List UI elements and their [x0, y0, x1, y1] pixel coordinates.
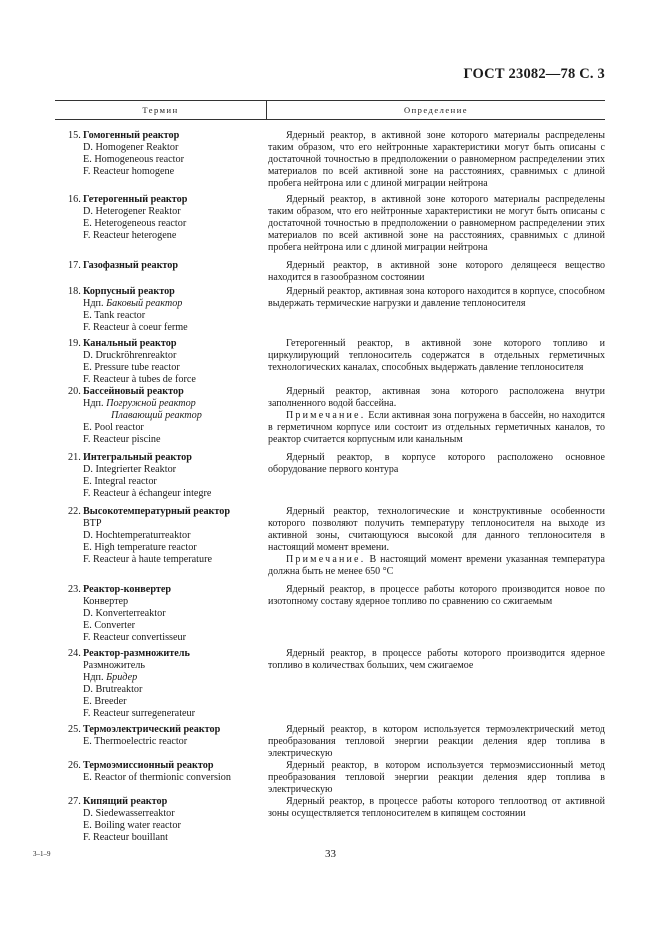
page-number: 33	[325, 848, 336, 860]
term-title-line	[68, 506, 266, 518]
note-text: В настоящий момент времени указанная температура должна быть не менее 650 °С	[268, 554, 605, 577]
term-entry	[55, 760, 605, 796]
term-variant-text: F. Reacteur à tubes de force	[83, 374, 196, 385]
definition-text: Гетерогенный реактор, в активной зоне которого топливо и циркулирующий теплоноситель содержатся в отдельных герметичных технологических каналах, способных выдержать давление теплоносителя	[268, 338, 605, 373]
term-variant	[68, 434, 266, 446]
term-cell	[55, 286, 266, 334]
term-cell	[55, 584, 266, 644]
term-title: Реактор-размножитель	[83, 648, 190, 659]
term-variant	[68, 554, 266, 566]
term-variant-text: Баковый реактор	[106, 298, 183, 309]
term-title-line	[68, 194, 266, 206]
definition-text: Ядерный реактор, активная зона которого расположена внутри заполненного водой бассейна.	[268, 386, 605, 409]
definition-text: Ядерный реактор, в процессе работы которого производится новое по изотопному составу ядерное топливо по сравнению со сжигаемым	[268, 584, 605, 607]
term-number: 20.	[68, 386, 81, 397]
term-variant-text: E. Thermoelectric reactor	[83, 736, 188, 747]
term-variant	[68, 660, 266, 672]
term-variant	[68, 672, 266, 684]
print-code: 3–1–9	[33, 850, 51, 858]
definition-cell	[266, 260, 605, 284]
term-number: 27.	[68, 796, 81, 807]
term-cell	[55, 796, 266, 844]
term-entry	[55, 724, 605, 760]
term-variant-text: E. High temperature reactor	[83, 542, 197, 553]
term-variant	[68, 808, 266, 820]
term-title: Реактор-конвертер	[83, 584, 172, 595]
term-variant	[68, 410, 266, 422]
term-variant-text: Плавающий реактор	[111, 410, 202, 421]
term-entry	[55, 260, 605, 284]
term-number: 22.	[68, 506, 81, 517]
term-variant	[68, 374, 266, 386]
term-title-line	[68, 286, 266, 298]
term-variant-text: E. Heterogeneous reactor	[83, 218, 187, 229]
definition-text: Ядерный реактор, активная зона которого находится в корпусе, способном выдержать термические нагрузки и давление теплоносителя	[268, 286, 605, 309]
term-variant-text: D. Hochtemperaturreaktor	[83, 530, 191, 541]
term-variant-text: F. Reacteur à haute temperature	[83, 554, 213, 565]
term-entry	[55, 796, 605, 844]
term-variant	[68, 154, 266, 166]
term-variant-text: F. Reacteur piscine	[83, 434, 161, 445]
definition-text: Ядерный реактор, в активной зоне которого материалы распределены таким образом, что его нейтронные характеристики не могут быть описаны с достаточной точностью в предположении о равномерном распределении этих материалов по всей активной зоне на расстояниях, сравнимых с длиной пробега нейтрона или с длиной миграции нейтрона	[268, 194, 605, 253]
term-cell	[55, 452, 266, 500]
term-variant	[68, 206, 266, 218]
term-variant	[68, 488, 266, 500]
definition-cell	[266, 386, 605, 446]
term-variant-text: Конвертер	[83, 596, 129, 607]
term-title: Гетерогенный реактор	[83, 194, 188, 205]
term-cell	[55, 506, 266, 578]
term-title-line	[68, 796, 266, 808]
definition-cell	[266, 760, 605, 796]
term-entry	[55, 130, 605, 190]
definition-text: Ядерный реактор, в процессе работы которого производится ядерное топливо в количествах больших, чем сжигаемое	[268, 648, 605, 671]
term-title-line	[68, 260, 266, 272]
term-number: 19.	[68, 338, 81, 349]
term-title-line	[68, 760, 266, 772]
entries-list	[55, 130, 605, 844]
term-variant	[68, 772, 266, 784]
term-variant	[68, 464, 266, 476]
term-number: 21.	[68, 452, 81, 463]
term-variant	[68, 218, 266, 230]
term-title: Бассейновый реактор	[83, 386, 184, 397]
note-label: Примечание.	[286, 554, 366, 565]
term-variant-text: F. Reacteur homogene	[83, 166, 175, 177]
definition-cell	[266, 724, 605, 760]
term-variant-text: F. Reacteur à échangeur integre	[83, 488, 212, 499]
term-title-line	[68, 130, 266, 142]
term-variant	[68, 142, 266, 154]
column-header-definition: Определение	[403, 105, 469, 115]
definition-text: Ядерный реактор, в процессе работы которого теплоотвод от активной зоны осуществляется теплоносителем в кипящем состоянии	[268, 796, 605, 819]
term-title-line	[68, 338, 266, 350]
term-cell	[55, 338, 266, 386]
definition-cell	[266, 338, 605, 386]
term-variant	[68, 596, 266, 608]
term-variant-text: F. Reacteur convertisseur	[83, 632, 187, 643]
term-number: 24.	[68, 648, 81, 659]
term-title-line	[68, 584, 266, 596]
term-variant	[68, 696, 266, 708]
term-variant-text: E. Pool reactor	[83, 422, 144, 433]
definition-text: Ядерный реактор, в корпусе которого расположено основное оборудование первого контура	[268, 452, 605, 475]
term-variant-text: E. Boiling water reactor	[83, 820, 181, 831]
definition-cell	[266, 286, 605, 334]
term-title-line	[68, 724, 266, 736]
term-title: Высокотемпературный реактор	[83, 506, 231, 517]
term-variant-text: D. Brutreaktor	[83, 684, 143, 695]
term-variant	[68, 518, 266, 530]
term-variant-text: D. Homogener Reaktor	[83, 142, 179, 153]
term-number: 15.	[68, 130, 81, 141]
term-title: Канальный реактор	[83, 338, 177, 349]
term-variant	[68, 820, 266, 832]
term-variant	[68, 422, 266, 434]
definition-text: Ядерный реактор, в активной зоне которого делящееся вещество находится в газообразном состоянии	[268, 260, 605, 283]
term-entry	[55, 648, 605, 720]
term-title: Гомогенный реактор	[83, 130, 180, 141]
term-variant-text: E. Tank reactor	[83, 310, 146, 321]
term-cell	[55, 648, 266, 720]
term-entry	[55, 584, 605, 644]
term-cell	[55, 260, 266, 284]
terms-table	[55, 100, 605, 844]
term-variant-text: F. Reacteur heterogene	[83, 230, 177, 241]
term-variant-text: D. Druckröhrenreaktor	[83, 350, 177, 361]
term-variant	[68, 362, 266, 374]
deprecated-label: Ндп.	[83, 298, 107, 309]
term-title-line	[68, 452, 266, 464]
deprecated-label: Ндп.	[83, 672, 107, 683]
term-number: 26.	[68, 760, 81, 771]
term-entry	[55, 194, 605, 254]
term-variant	[68, 530, 266, 542]
note-text: Если активная зона погружена в бассейн, но находится в герметичном корпусе или состоит из отдельных герметичных каналов, то реактор считается корпусным или канальным	[268, 410, 605, 445]
term-cell	[55, 760, 266, 796]
term-title: Кипящий реактор	[83, 796, 168, 807]
term-variant	[68, 398, 266, 410]
term-title: Термоэмиссионный реактор	[83, 760, 214, 771]
term-variant	[68, 310, 266, 322]
term-variant	[68, 684, 266, 696]
term-variant-text: D. Integrierter Reaktor	[83, 464, 177, 475]
term-title: Интегральный реактор	[83, 452, 192, 463]
definition-cell	[266, 194, 605, 254]
term-variant-text: Размножитель	[83, 660, 145, 671]
term-variant-text: E. Converter	[83, 620, 136, 631]
definition-cell	[266, 584, 605, 644]
definition-note	[268, 410, 605, 446]
definition-text: Ядерный реактор, в котором используется термоэмиссионный метод преобразования тепловой энергии реакции деления ядер топлива в электрическую	[268, 760, 605, 795]
term-variant-text: D. Siedewasserreaktor	[83, 808, 175, 819]
term-variant	[68, 708, 266, 720]
term-cell	[55, 386, 266, 446]
term-variant	[68, 542, 266, 554]
term-variant	[68, 736, 266, 748]
definition-cell	[266, 796, 605, 844]
term-variant-text: E. Reactor of thermionic conversion	[83, 772, 231, 783]
term-variant	[68, 322, 266, 334]
term-entry	[55, 338, 605, 386]
term-variant	[68, 832, 266, 844]
term-variant-text: F. Reacteur à coeur ferme	[83, 322, 188, 333]
term-variant	[68, 620, 266, 632]
term-variant-text: D. Konverterreaktor	[83, 608, 166, 619]
definition-text: Ядерный реактор, технологические и конструктивные особенности которого позволяют получить температуру теплоносителя на выходе из активной зоны, считающуюся высокой для данного теплоносителя в настоящий момент времени.	[268, 506, 605, 553]
term-title: Газофазный реактор	[83, 260, 179, 271]
term-variant-text: Бридер	[106, 672, 138, 683]
term-number: 23.	[68, 584, 81, 595]
definition-text: Ядерный реактор, в котором используется термоэлектрический метод преобразования тепловой энергии реакции деления ядер топлива в электрическую	[268, 724, 605, 759]
term-variant	[68, 476, 266, 488]
term-variant-text: Погружной реактор	[106, 398, 196, 409]
term-variant	[68, 608, 266, 620]
term-number: 17.	[68, 260, 81, 271]
term-number: 18.	[68, 286, 81, 297]
term-number: 25.	[68, 724, 81, 735]
term-title-line	[68, 386, 266, 398]
term-variant-text: E. Pressure tube reactor	[83, 362, 180, 373]
term-number: 16.	[68, 194, 81, 205]
term-entry	[55, 452, 605, 500]
document-header: ГОСТ 23082—78 С. 3	[463, 66, 605, 82]
note-label: Примечание.	[286, 410, 366, 421]
term-variant-text: E. Breeder	[83, 696, 127, 707]
term-variant	[68, 166, 266, 178]
term-variant-text: F. Reacteur surregenerateur	[83, 708, 196, 719]
term-cell	[55, 724, 266, 760]
term-title-line	[68, 648, 266, 660]
term-title: Корпусный реактор	[83, 286, 175, 297]
term-variant-text: ВТР	[83, 518, 102, 529]
table-header	[55, 100, 605, 120]
definition-text: Ядерный реактор, в активной зоне которого материалы распределены таким образом, что его нейтронные характеристики могут быть описаны с достаточной точностью в предположении о равномерном распределении этих материалов по всей активной зоне на расстояниях, сравнимых с длиной пробега нейтрона или с длиной миграции нейтрона	[268, 130, 605, 189]
definition-cell	[266, 452, 605, 500]
definition-cell	[266, 506, 605, 578]
term-entry	[55, 286, 605, 334]
term-variant	[68, 350, 266, 362]
term-variant-text: E. Homogeneous reactor	[83, 154, 184, 165]
term-variant-text: E. Integral reactor	[83, 476, 157, 487]
definition-cell	[266, 130, 605, 190]
term-variant	[68, 230, 266, 242]
definition-note	[268, 554, 605, 578]
term-variant	[68, 632, 266, 644]
term-variant-text: F. Reacteur bouillant	[83, 832, 168, 843]
term-variant	[68, 298, 266, 310]
term-cell	[55, 130, 266, 190]
term-cell	[55, 194, 266, 254]
term-variant-text: D. Heterogener Reaktor	[83, 206, 181, 217]
column-header-term: Термин	[55, 101, 267, 119]
deprecated-label: Ндп.	[83, 398, 107, 409]
term-entry	[55, 506, 605, 578]
definition-cell	[266, 648, 605, 720]
term-entry	[55, 386, 605, 446]
term-title: Термоэлектрический реактор	[83, 724, 221, 735]
